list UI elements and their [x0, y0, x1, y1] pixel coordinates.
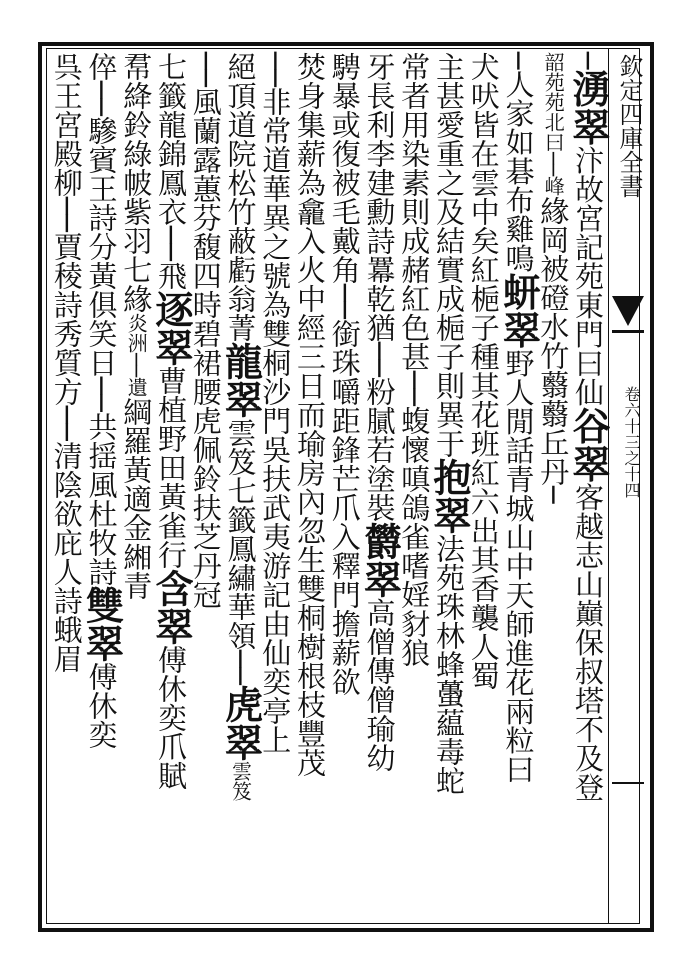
column-text: 牙長利李建勳詩羃乾猶──粉膩若塗裝	[362, 52, 397, 522]
column-text: ─	[571, 52, 605, 70]
text-column	[49, 52, 87, 918]
column-text: 黃適金緗青	[119, 455, 154, 601]
column-text: 常者用染素則成赭紅色甚──	[397, 52, 432, 406]
column-text: 高僧傳僧瑜幼	[362, 597, 397, 772]
column-text: 騁暴或復被毛戴角──銜珠嚼距鋒芒爪	[327, 52, 362, 522]
column-text: ──風蘭露蕙芬馥四時	[188, 52, 223, 319]
text-column	[218, 52, 264, 918]
entry-heading: 虎翠	[218, 684, 264, 761]
book-title: 欽定四庫全書	[615, 54, 643, 198]
column-text: 法苑珠林蜂蠆藴毒蛇	[432, 534, 466, 795]
text-column	[295, 52, 330, 918]
column-text: 傅休奕爪賦	[154, 644, 188, 790]
text-column	[188, 52, 226, 918]
text-column	[536, 52, 574, 918]
fishtail-mark	[612, 296, 644, 326]
text-columns	[49, 52, 611, 918]
column-text: 碧裙腰虎佩鈴扶芝丹冠	[188, 318, 223, 609]
entry-heading: 龍翠	[218, 342, 264, 418]
entry-heading: 欝翠	[357, 521, 403, 598]
column-text: 倅──驂賓王詩分黃俱笑日──共揺風杜牧詩	[84, 52, 119, 586]
column-text: 緣岡被磴水竹蘙蘙丘丹─	[536, 196, 571, 504]
text-column	[149, 52, 194, 918]
entry-heading: 逐翠	[149, 289, 194, 366]
text-column	[496, 52, 542, 918]
text-column	[397, 52, 435, 918]
text-column	[119, 52, 157, 918]
volume-number: 卷六十三之十四	[622, 386, 641, 498]
entry-heading: 含翠	[149, 568, 194, 645]
entry-heading: 谷翠	[566, 406, 611, 483]
column-text: 焚身集薪為龕入火中經三日而瑜房內忽生雙桐樹根枝豐茂	[293, 52, 327, 777]
entry-heading: 雙翠	[79, 585, 125, 662]
column-text: 炎洲──遺	[124, 313, 149, 398]
entry-heading: 抱翠	[427, 458, 472, 534]
column-text: 雲笈	[228, 760, 253, 801]
band-rule	[612, 782, 644, 784]
column-text: 詩蛾眉	[49, 585, 84, 673]
column-text: 七籤龍錦鳳衣──飛	[154, 52, 188, 290]
column-text: 傅休奕	[84, 661, 119, 749]
column-text: ──非常道華異之號為雙桐沙門吳扶武夷游記由仙奕亭上	[258, 52, 293, 754]
column-text: 綱羅	[119, 397, 154, 456]
text-column	[566, 52, 611, 918]
column-text: 野人閒話青城山中天師進花兩粒曰	[501, 348, 536, 784]
fishtail-rule	[612, 330, 644, 333]
column-text: ─人家如碁布雞鳴	[501, 52, 536, 273]
text-column	[327, 52, 365, 918]
column-text: 犬吠皆在雲中矣	[466, 52, 501, 255]
column-text: 客越志山巔保叔塔不及登	[571, 482, 605, 802]
text-column	[357, 52, 403, 918]
column-text: 紅梔子種其花班紅六出其香襲人蜀	[466, 255, 501, 690]
entry-heading: 蚈翠	[496, 272, 542, 349]
column-text: 主甚愛重之及結實成梔子則異于	[432, 52, 466, 458]
column-text: 絕頂道院松竹蔽虧翁菁	[223, 52, 258, 342]
text-column	[466, 52, 504, 918]
column-text: 帬絳鈴綠帔紫羽七緣	[119, 52, 154, 313]
text-column	[427, 52, 472, 918]
column-text: 韶苑苑北曰──峰	[541, 52, 566, 197]
column-text: 蝮懷嗔鴿雀嗜婬豺狼	[397, 405, 432, 667]
text-column	[79, 52, 125, 918]
entry-heading: 湧翠	[566, 69, 611, 146]
column-text: 雲笈七籤鳳繡華領──	[223, 418, 258, 685]
column-text: 曹植野田黃雀行	[154, 365, 188, 569]
text-column	[258, 52, 296, 918]
column-text: 呉王宮殿柳──賈稜詩秀質方──清陰欲庇人	[49, 52, 84, 586]
column-text: 入釋門擔薪欲	[327, 521, 362, 696]
column-text: 汴故宮記苑東門曰仙	[571, 145, 605, 407]
